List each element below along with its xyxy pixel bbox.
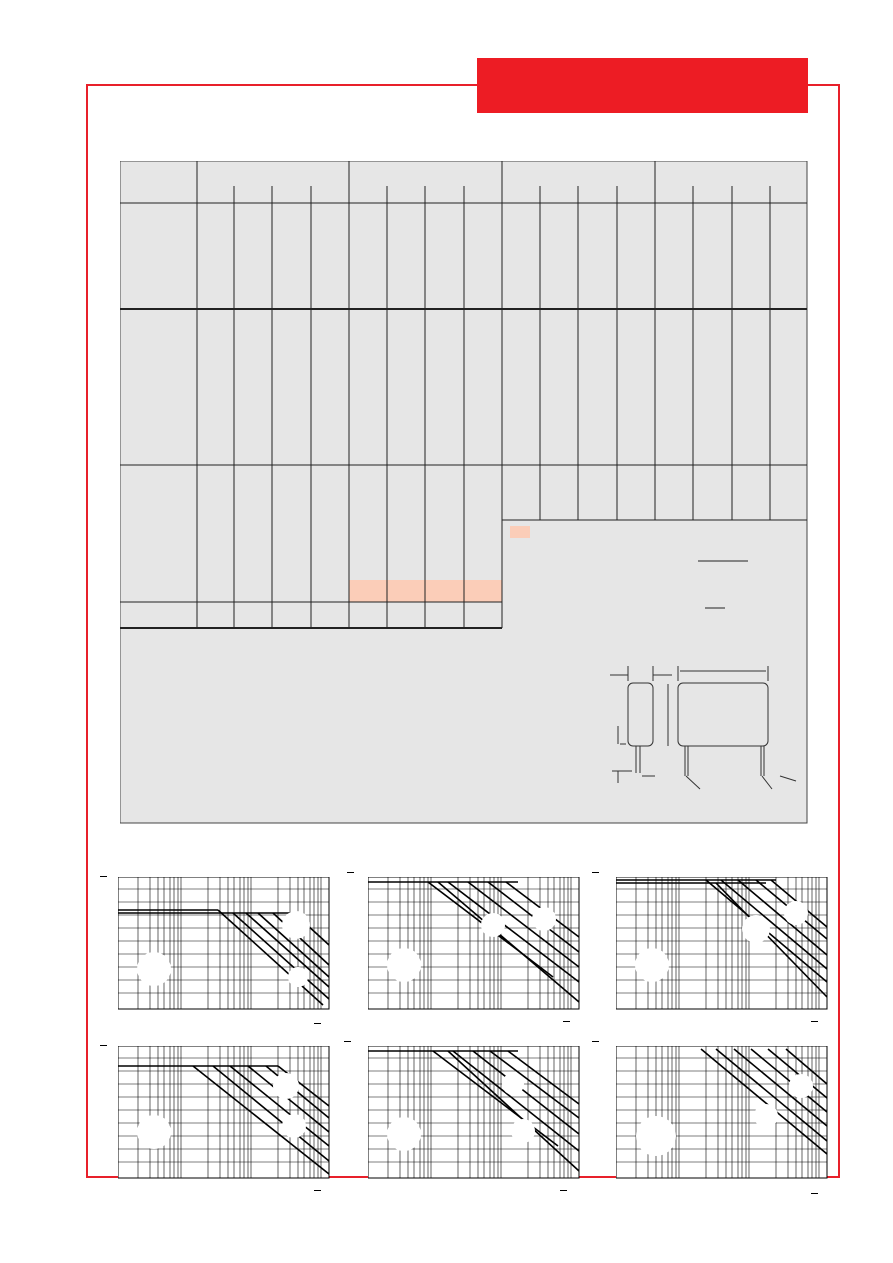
header-tab [477, 58, 808, 113]
axis-mark [100, 1045, 107, 1046]
axis-mark [563, 1021, 570, 1022]
chart-1 [118, 877, 330, 1010]
chart-5 [368, 1046, 580, 1179]
chart-6 [616, 1046, 828, 1179]
axis-mark [592, 872, 599, 873]
chart-4 [118, 1046, 330, 1179]
axis-mark [347, 872, 354, 873]
chart-3 [616, 877, 828, 1010]
axis-mark [811, 1193, 818, 1194]
axis-mark [811, 1021, 818, 1022]
axis-mark [344, 1041, 351, 1042]
axis-mark [560, 1190, 567, 1191]
spec-table [120, 161, 810, 826]
axis-mark [314, 1190, 321, 1191]
axis-mark [592, 1041, 599, 1042]
axis-mark [100, 876, 107, 877]
chart-2 [368, 877, 580, 1010]
axis-mark [314, 1023, 321, 1024]
legend-swatch [510, 526, 530, 538]
